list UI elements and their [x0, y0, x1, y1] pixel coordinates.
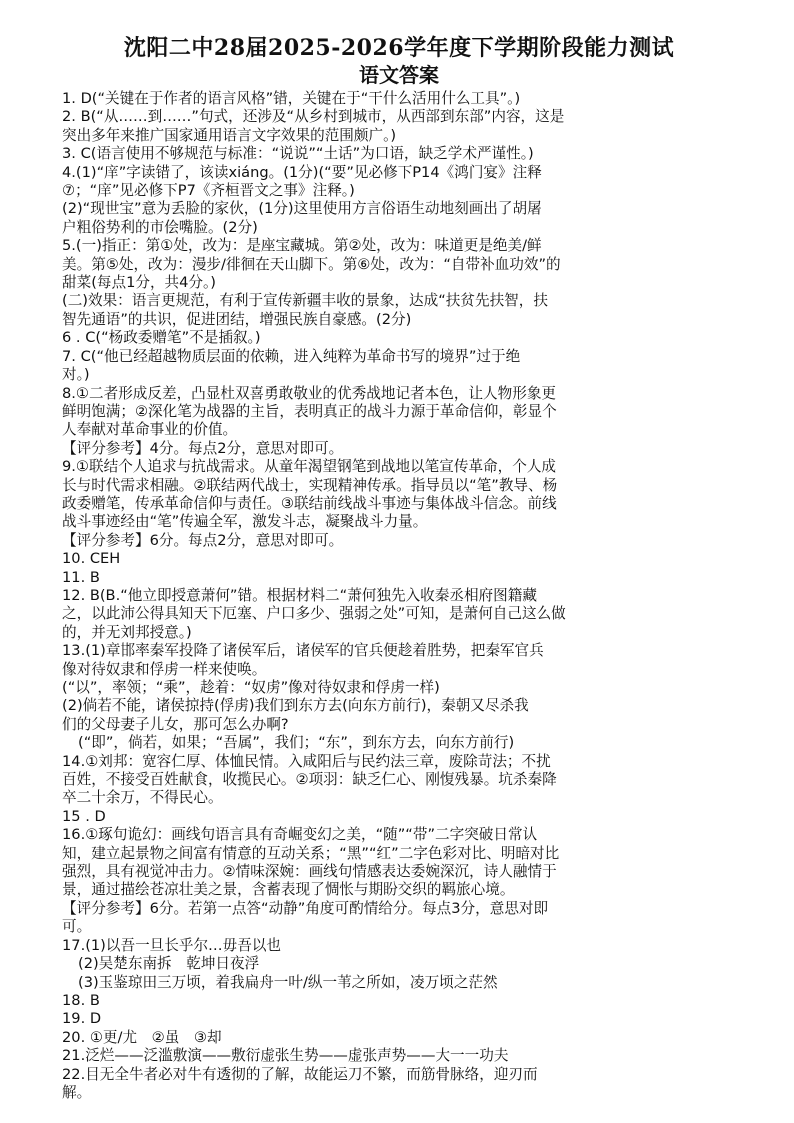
- page-subtitle: 语文答案: [359, 63, 439, 87]
- answer-line: 19. D: [62, 1010, 102, 1028]
- answer-line: 【评分参考】6分。若第一点答“动静”角度可酌情给分。每点3分，意思对即: [62, 899, 549, 917]
- answer-line: 的，并无刘邦授意。): [62, 623, 192, 641]
- answer-line: 18. B: [62, 991, 100, 1009]
- answer-line: 景，通过描绘苍凉壮美之景，含蓄表现了惆怅与期盼交织的羁旅心境。: [62, 881, 515, 899]
- answer-line: 可。: [62, 918, 92, 936]
- answer-line: 们的父母妻子儿女，那可怎么办啊?: [62, 715, 289, 733]
- answer-line: 9.①联结个人追求与抗战需求。从童年渴望钢笔到战地以笔宣传革命，个人成: [62, 458, 557, 476]
- answer-line: 22.目无全牛者必对牛有透彻的了解，故能运刀不繁，而筋骨脉络，迎刃而: [62, 1065, 538, 1083]
- answer-line: 鲜明饱满；②深化笔为战器的主旨，表明真正的战斗力源于革命信仰，彰显个: [62, 402, 557, 420]
- answer-line: 甜菜(每点1分，共4分。): [62, 274, 217, 292]
- answer-line: 百姓，不接受百姓献食，收揽民心。②项羽：缺乏仁心、刚愎残暴。坑杀秦降: [62, 771, 557, 789]
- answer-line: 突出多年来推广国家通用语言文字效果的范围颇广。): [62, 126, 397, 144]
- answer-line: 13.(1)章邯率秦军投降了诸侯军后，诸侯军的官兵便趁着胜势，把秦军官兵: [62, 642, 544, 660]
- answer-line: (2)倘若不能，诸侯掠持(俘虏)我们到东方去(向东方前行)，秦朝又尽杀我: [62, 697, 529, 715]
- answer-line: 4.(1)“庠”字读错了，该读xiáng。(1分)(“要”见必修下P14《鸿门宴》注释: [62, 163, 542, 181]
- answer-line: ⑦；“庠”见必修下P7《齐桓晋文之事》注释。): [62, 182, 355, 200]
- answer-line: (“以”，率领；“乘”，趁着：“奴虏”像对待奴隶和俘虏一样): [62, 679, 440, 696]
- answer-line: 2. B(“从……到……”句式，还涉及“从乡村到城市，从西部到东部”内容，这是: [62, 108, 565, 126]
- answer-line: 3. C(语言使用不够规范与标准：“说说”“土话”为口语，缺乏学术严谨性。): [62, 145, 534, 163]
- answer-line: 智先通语”的共识，促进团结，增强民族自豪感。(2分): [62, 310, 412, 328]
- answer-line: 人奉献对革命事业的价值。: [62, 421, 238, 439]
- answer-line: 16.①琢句诡幻：画线句语言具有奇崛变幻之美，“随”“带”二字突破日常认: [62, 826, 538, 844]
- answer-line: 【评分参考】4分。每点2分，意思对即可。: [62, 439, 344, 457]
- answer-line: 知，建立起景物之间富有情意的互动关系；“黑”“红”二字色彩对比、明暗对比: [62, 844, 560, 862]
- answer-line: (2)“现世宝”意为丢脸的家伙，(1分)这里使用方言俗语生动地刻画出了胡屠: [62, 200, 542, 218]
- answer-line: 7. C(“他已经超越物质层面的依赖，进入纯粹为革命书写的境界”过于绝: [62, 347, 521, 365]
- answer-line: (二)效果：语言更规范，有利于宣传新疆丰收的景象，达成“扶贫先扶智，扶: [62, 292, 548, 310]
- answer-line: 15 . D: [62, 807, 106, 825]
- answer-list: [62, 90, 736, 1102]
- answer-line: 户粗俗势利的市侩嘴脸。(2分): [62, 218, 258, 236]
- answer-line: 21.泛烂——泛滥敷演——敷衍虚张生势——虚张声势——大一一功夫: [62, 1047, 509, 1065]
- answer-line: (“即”，倘若，如果；“吾属”，我们；“东”，到东方去，向东方前行): [78, 734, 515, 752]
- answer-line: 对。): [62, 366, 90, 384]
- answer-line: 8.①二者形成反差，凸显杜双喜勇敢敬业的优秀战地记者本色，让人物形象更: [62, 384, 557, 402]
- answer-line: 强烈，具有视觉冲击力。②情味深婉：画线句情感表达委婉深沉，诗人融情于: [62, 863, 557, 881]
- page-title: 沈阳二中28届2025-2026学年度下学期阶段能力测试: [123, 35, 675, 61]
- answer-line: 解。: [62, 1083, 92, 1101]
- answer-line: 12. B(B.“他立即授意萧何”错。根据材料二“萧何独先入收秦丞相府图籍藏: [62, 586, 537, 604]
- answer-line: 长与时代需求相融。②联结两代战士，实现精神传承。指导员以“笔”教导、杨: [62, 476, 558, 494]
- answer-line: 11. B: [62, 568, 100, 586]
- answer-line: 战斗事迹经由“笔”传遍全军，激发斗志，凝聚战斗力量。: [62, 513, 428, 531]
- answer-line: 政委赠笔，传承革命信仰与责任。③联结前线战斗事迹与集体战斗信念。前线: [62, 494, 557, 512]
- answer-line: (2)吴楚东南拆 乾坤日夜浮: [78, 955, 260, 973]
- answer-line: 美。第⑤处，改为：漫步/徘徊在天山脚下。第⑥处，改为：“自带补血功效”的: [62, 255, 561, 273]
- answer-line: 之，以此沛公得具知天下厄塞、户口多少、强弱之处”可知，是萧何自己这么做: [62, 605, 566, 623]
- answer-line: 1. D(“关键在于作者的语言风格”错，关键在于“干什么活用什么工具”。): [62, 90, 521, 107]
- answer-line: (3)玉鉴琼田三万顷，着我扁舟一叶/纵一苇之所如，凌万顷之茫然: [78, 973, 498, 991]
- answer-line: 像对待奴隶和俘虏一样来使唤。: [62, 660, 267, 678]
- answer-line: 5.(一)指正：第①处，改为：是座宝藏城。第②处，改为：味道更是绝美/鲜: [62, 237, 542, 255]
- answer-line: 卒二十余万，不得民心。: [62, 789, 223, 807]
- answer-line: 【评分参考】6分。每点2分，意思对即可。: [62, 531, 344, 549]
- answer-line: 6 . C(“杨政委赠笔”不是插叙。): [62, 329, 261, 347]
- answer-line: 17.(1)以吾一旦长乎尔…毋吾以也: [62, 936, 282, 954]
- answer-line: 10. CEH: [62, 550, 121, 568]
- answer-line: 20. ①更/尤 ②虽 ③却: [62, 1028, 222, 1046]
- answer-line: 14.①刘邦：宽容仁厚、体恤民情。入咸阳后与民约法三章，废除苛法；不扰: [62, 752, 551, 770]
